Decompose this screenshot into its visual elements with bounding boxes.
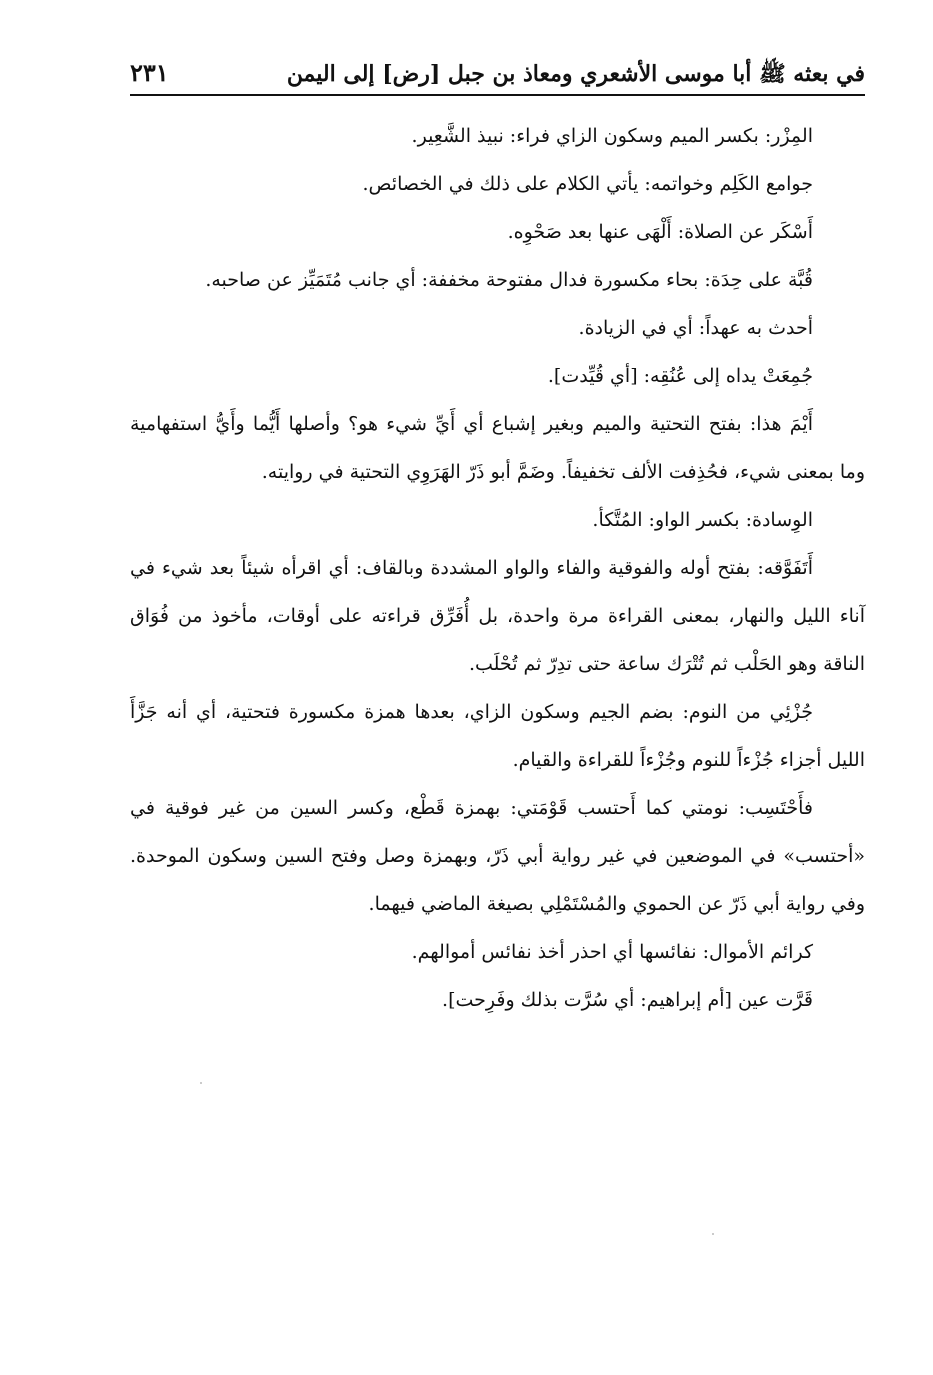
gloss-entry: الوِسادة: بكسر الواو: المُتَّكأ. <box>592 509 813 531</box>
glossary-text <box>130 112 865 1024</box>
gloss-entry: أَيْمَ هذا: بفتح التحتية والميم وبغير إشباع أي أَيِّ شيء هو؟ وأصلها أَيُّما وأَيُّ استفهامية وما بمعنى شيء، فحُذِفت الألف تخفيفاً. وضَمَّ أبو ذَرّ الهَرَوِي التحتية في روايته. <box>130 413 865 483</box>
header-rule <box>130 94 865 96</box>
gloss-entry: أحدث به عهداً: أي في الزيادة. <box>578 317 813 339</box>
scan-speck <box>200 1082 202 1084</box>
header-title: في بعثه ﷺ أبا موسى الأشعري ومعاذ بن جبل [رض] إلى اليمن <box>286 61 865 87</box>
gloss-entry: كرائم الأموال: نفائسها أي احذر أخذ نفائس أموالهم. <box>411 941 813 963</box>
gloss-entry: قُبَّة على حِدَة: بحاء مكسورة فدال مفتوحة مخففة: أي جانب مُتَمَيِّز عن صاحبه. <box>205 269 813 291</box>
gloss-entry: قَرَّت عين [أم إبراهيم: أي سُرَّت بذلك وفَرِحت]. <box>442 989 813 1011</box>
scan-speck <box>712 1233 714 1235</box>
page-number: ٢٣١ <box>130 58 169 87</box>
gloss-entry: جُزْئِي من النوم: بضم الجيم وسكون الزاي، بعدها همزة مكسورة فتحتية، أي أنه جَزَّأَ الليل أجزاء جُزْءاً للنوم وجُزْءاً للقراءة والقيام. <box>130 701 865 771</box>
gloss-entry: جُمِعَتْ يداه إلى عُنُقِه: [أي قُيِّدت]. <box>547 365 813 387</box>
gloss-entry: جوامع الكَلِم وخواتمه: يأتي الكلام على ذلك في الخصائص. <box>362 173 813 195</box>
gloss-entry: المِزْر: بكسر الميم وسكون الزاي فراء: نبيذ الشَّعِير. <box>411 125 813 147</box>
gloss-entry: أَسْكَر عن الصلاة: أَلْهَى عنها بعد صَحْوِه. <box>507 221 813 243</box>
gloss-entry: فأَحْتَسِب: نومتي كما أَحتسب قَوْمَتي: بهمزة قَطْع، وكسر السين من غير فوقية في «أحتسب» في الموضعين في غير رواية أبي ذَرّ، وبهمزة وصل وفتح السين وسكون الموحدة. وفي رواية أبي ذَرّ عن الحموي والمُسْتَمْلِي بصيغة الماضي فيهما. <box>130 797 865 915</box>
gloss-entry: أَتَفَوَّقه: بفتح أوله والفوقية والفاء والواو المشددة وبالقاف: أي اقرأه شيئاً بعد شيء في آناء الليل والنهار، بمعنى القراءة مرة واحدة، بل أُفَرِّق قراءته على أوقات، مأخوذ من فُوَاق الناقة وهو الحَلْب ثم تُتْرَك ساعة حتى تدِرّ ثم تُحْلَب. <box>130 557 865 675</box>
running-header <box>130 52 865 92</box>
